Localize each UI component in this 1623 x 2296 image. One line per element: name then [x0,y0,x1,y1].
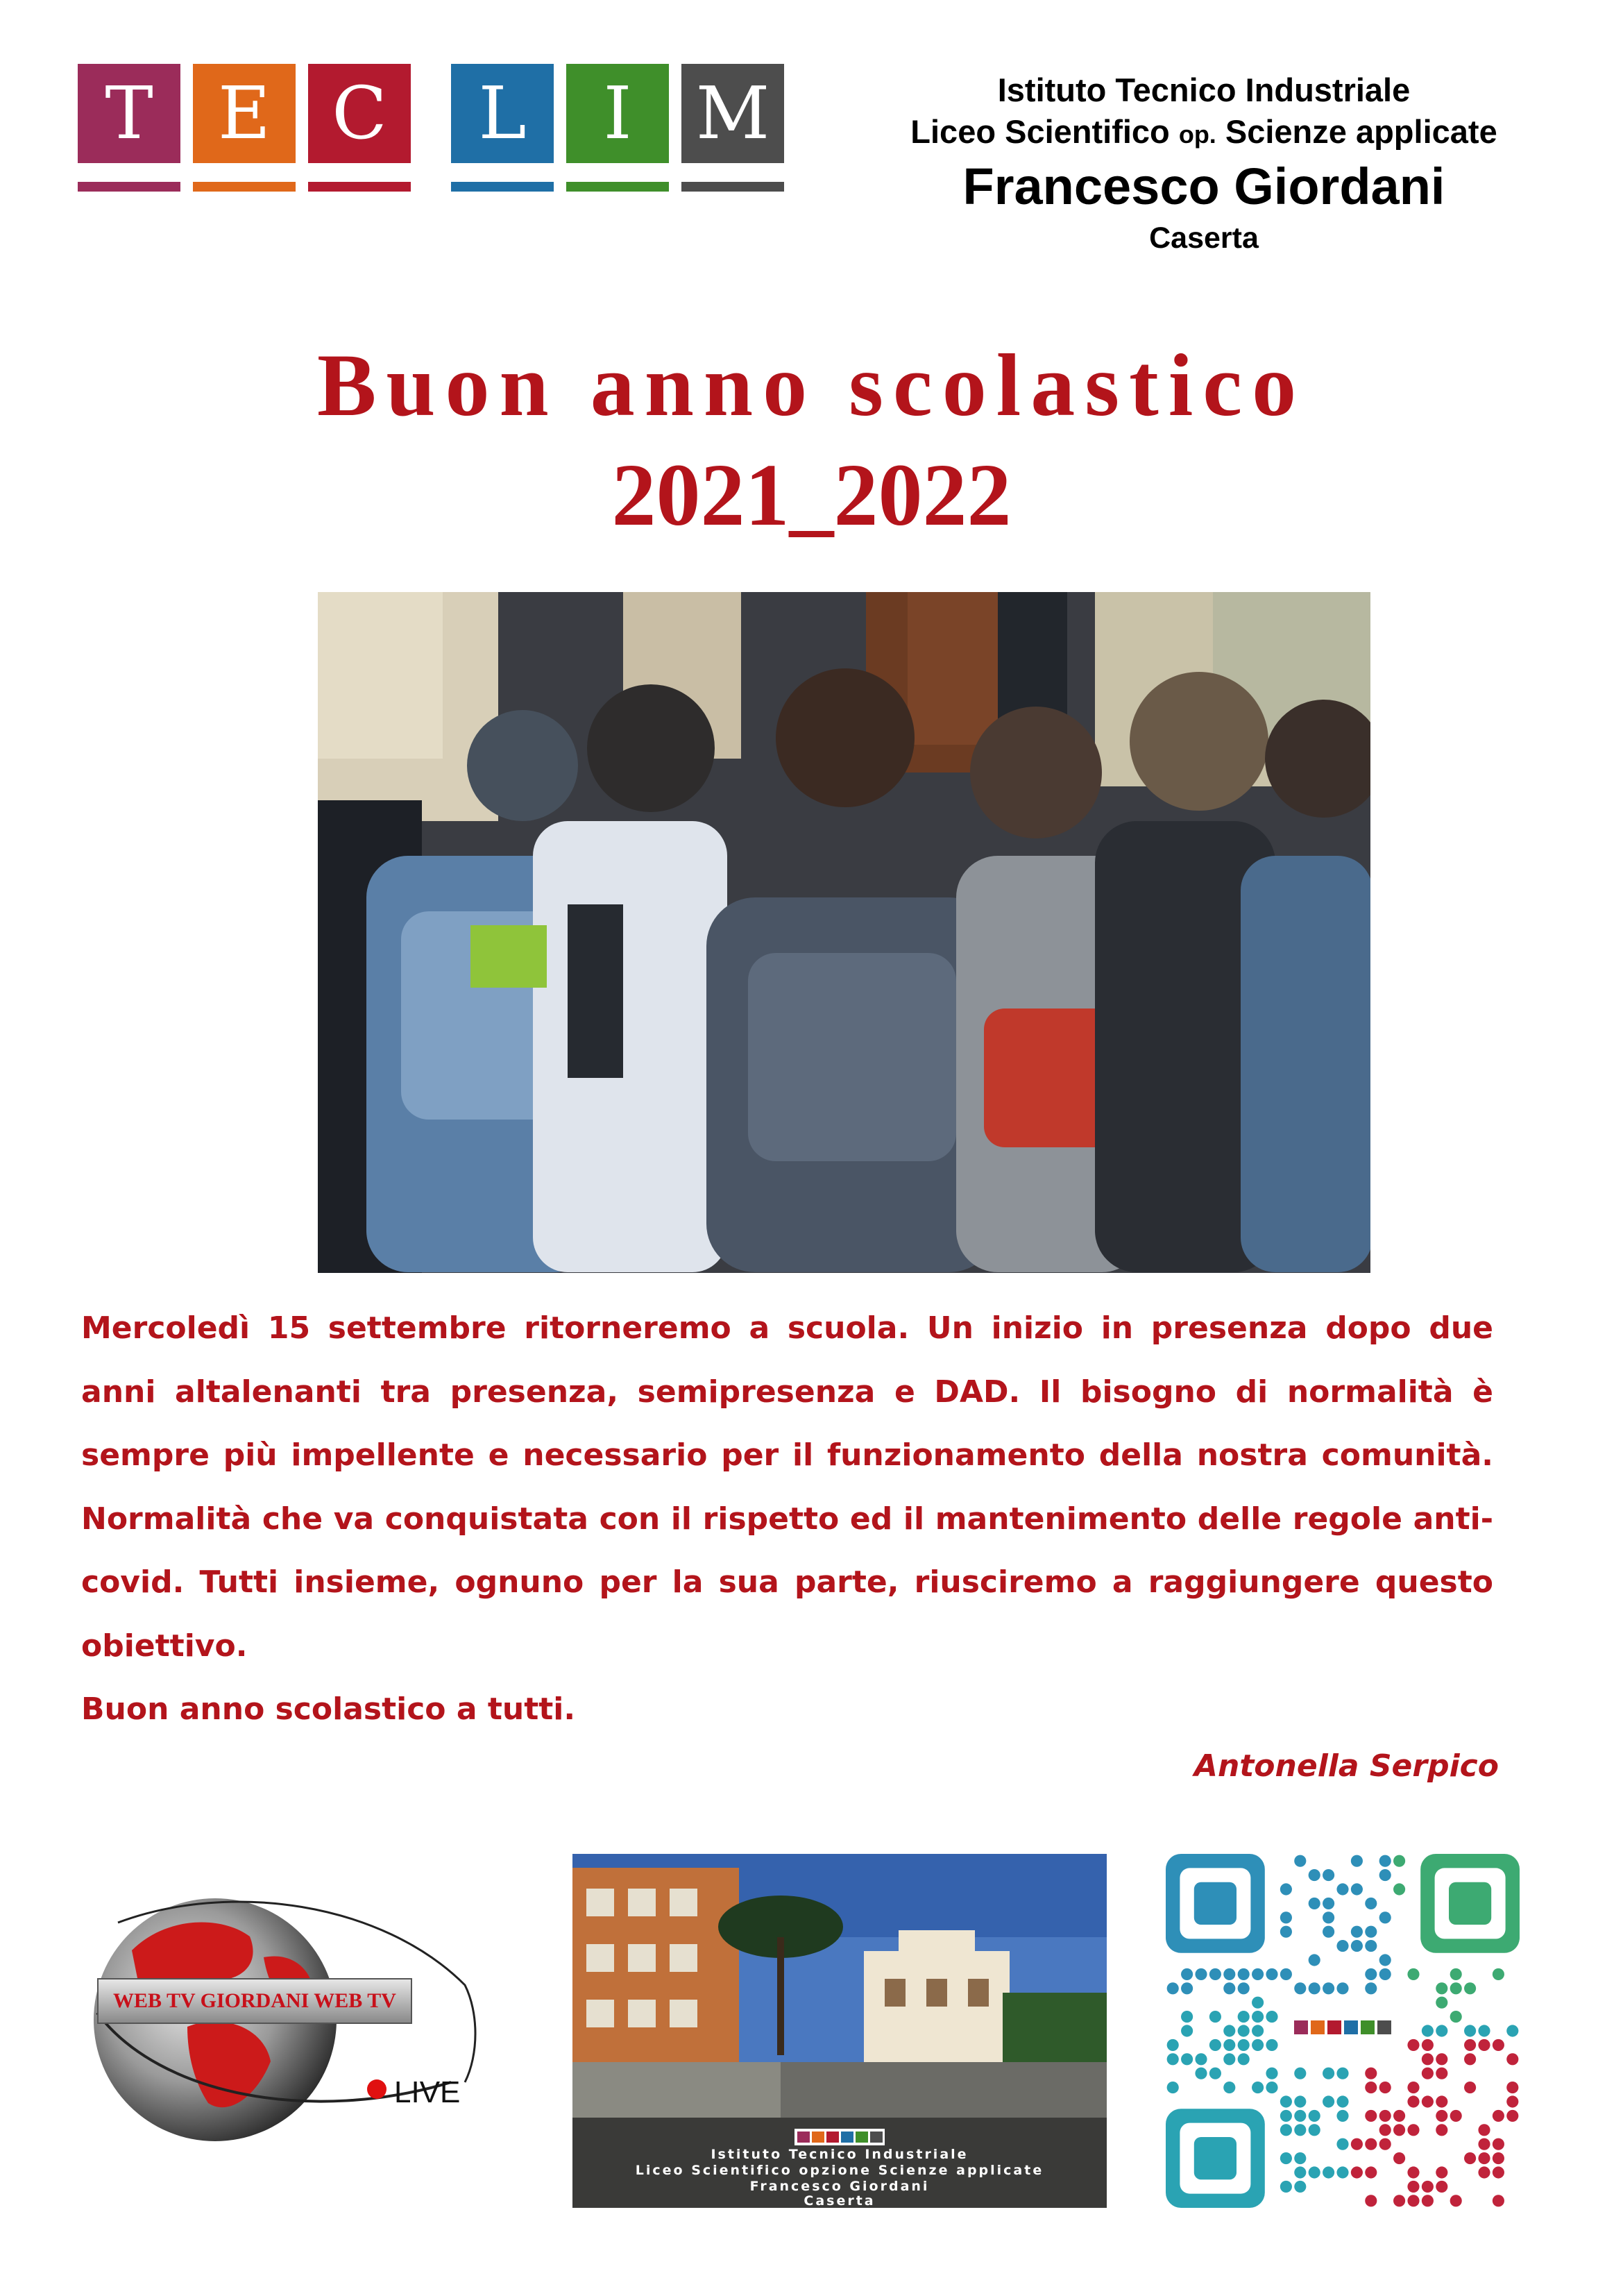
logo-bar-e [193,182,296,192]
logo-bar-l [451,182,554,192]
logo-tile-l: L [451,64,554,163]
logo-bar-i [566,182,669,192]
logo-tile-c: C [308,64,411,163]
school-caption-line4: Caserta [804,2193,876,2208]
logo-bar-m [681,182,784,192]
logo-tile-t: T [78,64,180,163]
institution-city: Caserta [1149,221,1259,255]
qr-code[interactable] [1166,1854,1520,2208]
webtv-logo [90,1874,520,2152]
signature: Antonella Serpico [1193,1748,1499,1784]
logo-bar-c [308,182,411,192]
webtv-banner: WEB TV GIORDANI WEB TV [97,1978,412,2024]
institution-header [853,69,1554,258]
logo-bar-t [78,182,180,192]
institution-name: Francesco Giordani [962,158,1445,215]
qr-code-icon [1166,1854,1520,2208]
message-paragraph: Mercoledì 15 settembre ritorneremo a scuola. Un inizio in presenza dopo due anni altalenanti tra presenza, semipresenza e DAD. Il bisogno di normalità è sempre più impellente e necessario per il funzionamento della nostra comunità. Normalità che va conquistata con il rispetto ed il mantenimento delle regole anti-covid. Tutti insieme, ognuno per la sua parte, riusciremo a raggiungere questo obiettivo. [81,1310,1493,1664]
institution-type: Istituto Tecnico Industriale [997,71,1411,108]
logo-tile-i: I [566,64,669,163]
page-title: Buon anno scolastico [316,336,1307,434]
school-caption-line3: Francesco Giordani [749,2179,930,2194]
logo-tile-e: E [193,64,296,163]
school-caption-line1: Istituto Tecnico Industriale [711,2147,969,2162]
teclim-logo [78,64,785,203]
students-photo [318,592,1370,1273]
school-photo [572,1854,1107,2208]
students-photo-illustration [318,592,1370,1273]
institution-liceo: Liceo Scientifico op. Scienze applicate [910,113,1497,150]
logo-tile-m: M [681,64,784,163]
closing-line: Buon anno scolastico a tutti. [81,1691,576,1727]
school-caption-line2: Liceo Scientifico opzione Scienze applicate [635,2163,1044,2178]
live-label: LIVE [394,2075,461,2109]
page-title-year: 2021_2022 [611,446,1012,544]
